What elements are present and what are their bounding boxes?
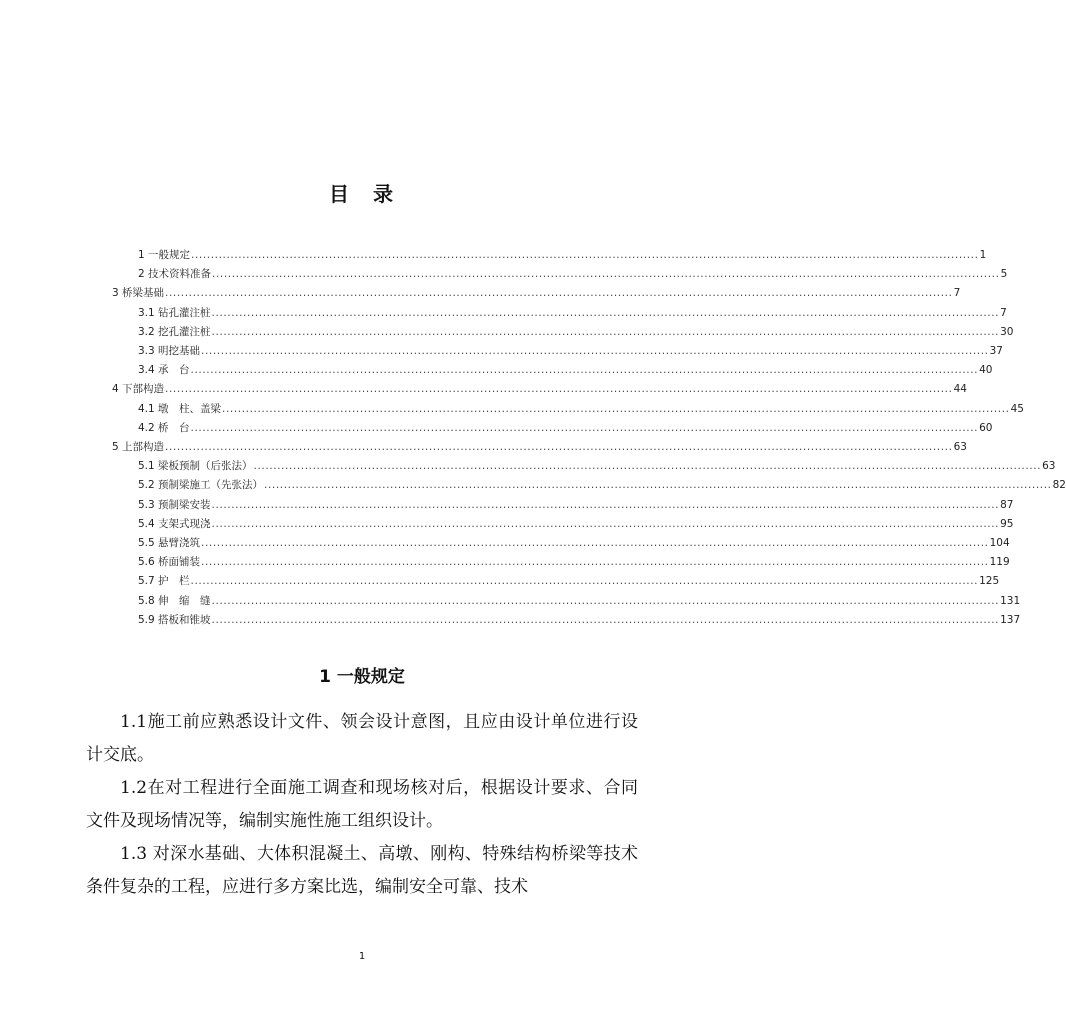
toc-entry[interactable]	[138, 553, 1010, 571]
toc-entry[interactable]	[138, 304, 1007, 322]
toc-leader-dots: ........................................................................................................................................................................................................	[212, 268, 1000, 280]
toc-entry-page: 60	[979, 422, 993, 434]
toc-entry-label: 5.1 梁板预制（后张法）	[138, 460, 253, 472]
toc-entry-label: 5 上部构造	[112, 441, 165, 453]
body-paragraph: 1.3 对深水基础、大体积混凝土、高墩、刚构、特殊结构桥梁等技术条件复杂的工程，应进行多方案比选，编制安全可靠、技术	[86, 844, 638, 897]
toc-entry-page: 137	[1000, 614, 1021, 626]
body-paragraph: 1.1施工前应熟悉设计文件、领会设计意图，且应由设计单位进行设计交底。	[86, 712, 638, 765]
toc-entry-label: 5.6 桥面铺装	[138, 556, 201, 568]
toc-entry[interactable]	[138, 246, 987, 264]
toc-leader-dots: ........................................................................................................................................................................................................	[201, 345, 989, 357]
toc-entry-page: 44	[953, 383, 967, 395]
toc-title: 目 录	[329, 182, 395, 206]
toc-entry-page: 30	[1000, 326, 1014, 338]
section-heading: 1 一般规定	[319, 667, 405, 687]
body-paragraph: 1.2在对工程进行全面施工调查和现场核对后，根据设计要求、合同文件及现场情况等，编制实施性施工组织设计。	[86, 778, 638, 831]
toc-entry-label: 5.4 支架式现浇	[138, 518, 211, 530]
toc-entry-label: 2 技术资料准备	[138, 268, 212, 280]
toc-leader-dots: ........................................................................................................................................................................................................	[190, 575, 979, 587]
toc-leader-dots: ........................................................................................................................................................................................................	[191, 249, 979, 261]
toc-leader-dots: ........................................................................................................................................................................................................	[201, 537, 989, 549]
toc-entry[interactable]	[138, 342, 1003, 360]
toc-entry-label: 5.2 预制梁施工（先张法）	[138, 479, 264, 491]
toc-entry-label: 3.4 承 台	[138, 364, 190, 376]
toc-entry-page: 125	[979, 575, 1000, 587]
toc-entry[interactable]	[138, 457, 1056, 475]
toc-entry[interactable]	[112, 284, 961, 302]
toc-leader-dots: ........................................................................................................................................................................................................	[211, 595, 1000, 607]
toc-leader-dots: ........................................................................................................................................................................................................	[165, 383, 953, 395]
toc-entry-label: 5.5 悬臂浇筑	[138, 537, 201, 549]
toc-entry-page: 119	[989, 556, 1010, 568]
toc-entry-label: 4.1 墩 柱、盖梁	[138, 403, 222, 415]
toc-entry-label: 5.7 护 栏	[138, 575, 190, 587]
toc-entry[interactable]	[138, 265, 1008, 283]
toc-entry-page: 131	[1000, 595, 1021, 607]
toc-leader-dots: ........................................................................................................................................................................................................	[201, 556, 989, 568]
toc-entry-page: 82	[1052, 479, 1066, 491]
toc-leader-dots: ........................................................................................................................................................................................................	[211, 499, 1000, 511]
toc-entry[interactable]	[138, 515, 1014, 533]
toc-entry-page: 37	[989, 345, 1003, 357]
toc-entry-page: 104	[989, 537, 1010, 549]
toc-leader-dots: ........................................................................................................................................................................................................	[211, 614, 1000, 626]
toc-entry[interactable]	[138, 419, 993, 437]
toc-entry-label: 1 一般规定	[138, 249, 191, 261]
toc-entry-page: 87	[1000, 499, 1014, 511]
toc-leader-dots: ........................................................................................................................................................................................................	[222, 403, 1010, 415]
toc-entry-label: 4.2 桥 台	[138, 422, 190, 434]
toc-entry-page: 95	[1000, 518, 1014, 530]
toc-leader-dots: ........................................................................................................................................................................................................	[253, 460, 1042, 472]
toc-entry-label: 5.8 伸 缩 缝	[138, 595, 211, 607]
toc-entry[interactable]	[138, 400, 1024, 418]
toc-entry[interactable]	[138, 534, 1010, 552]
toc-entry-label: 5.9 搭板和锥坡	[138, 614, 211, 626]
toc-leader-dots: ........................................................................................................................................................................................................	[190, 422, 979, 434]
toc-entry[interactable]	[138, 496, 1014, 514]
toc-entry[interactable]	[138, 572, 1000, 590]
toc-entry-page: 40	[979, 364, 993, 376]
toc-entry-label: 5.3 预制梁安装	[138, 499, 211, 511]
toc-entry[interactable]	[112, 438, 967, 456]
toc-entry-label: 4 下部构造	[112, 383, 165, 395]
toc-entry-page: 7	[1000, 307, 1007, 319]
toc-leader-dots: ........................................................................................................................................................................................................	[211, 307, 1000, 319]
toc-entry-label: 3.3 明挖基础	[138, 345, 201, 357]
toc-entry-page: 1	[979, 249, 987, 261]
toc-entry[interactable]	[138, 611, 1021, 629]
toc-entry[interactable]	[138, 323, 1014, 341]
toc-entry-page: 63	[953, 441, 967, 453]
toc-entry[interactable]	[112, 380, 967, 398]
toc-leader-dots: ........................................................................................................................................................................................................	[264, 479, 1052, 491]
toc-leader-dots: ........................................................................................................................................................................................................	[165, 287, 953, 299]
toc-entry[interactable]	[138, 592, 1021, 610]
toc-entry[interactable]	[138, 361, 993, 379]
toc-entry-page: 5	[1000, 268, 1008, 280]
toc-leader-dots: ........................................................................................................................................................................................................	[165, 441, 953, 453]
toc-entry-page: 45	[1010, 403, 1024, 415]
toc-leader-dots: ........................................................................................................................................................................................................	[190, 364, 979, 376]
page-number: 1	[358, 951, 366, 962]
toc-entry-label: 3.2 挖孔灌注桩	[138, 326, 211, 338]
toc-entry-page: 7	[953, 287, 961, 299]
toc-entry-label: 3 桥梁基础	[112, 287, 165, 299]
toc-entry[interactable]	[138, 476, 1066, 494]
toc-entry-label: 3.1 钻孔灌注桩	[138, 307, 211, 319]
toc-leader-dots: ........................................................................................................................................................................................................	[211, 326, 1000, 338]
toc-entry-page: 63	[1042, 460, 1056, 472]
toc-leader-dots: ........................................................................................................................................................................................................	[211, 518, 1000, 530]
section-body	[86, 706, 638, 904]
